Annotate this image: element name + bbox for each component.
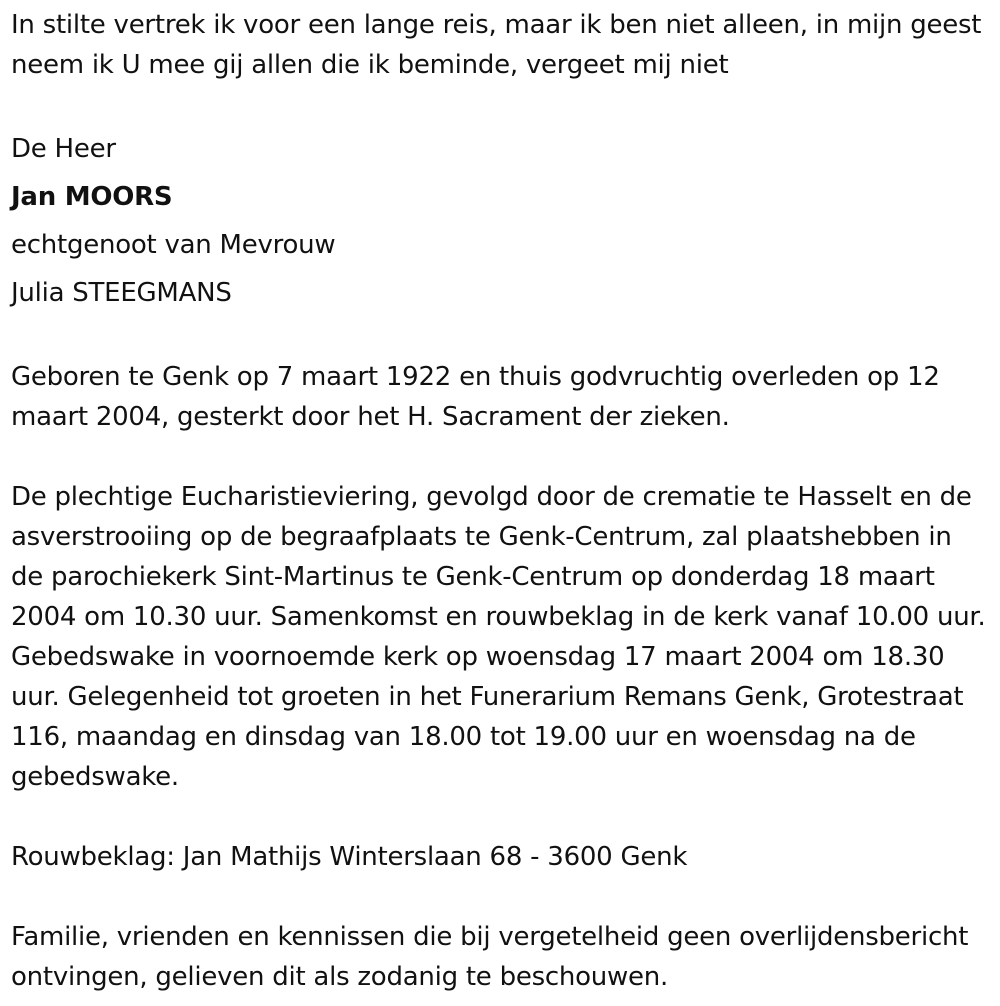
spacer bbox=[11, 877, 991, 917]
deceased-name: Jan MOORS bbox=[11, 182, 173, 212]
ceremony-paragraph: De plechtige Eucharistieviering, gevolgd door de crematie te Hasselt en de asverstrooiing op de begraafplaats te Genk-Centrum, zal plaatshebben in de parochiekerk Sint-Martinus te Genk-Centrum op donderdag 18 maart 2004 om 10.30 uur. Samenkomst en rouwbeklag in de kerk vanaf 10.00 uur. Gebedswake in voornoemde kerk op woensdag 17 maart 2004 om 18.30 uur. Gelegenheid tot groeten in het Funerarium Remans Genk, Grotestraat 116, maandag en dinsdag van 18.00 tot 19.00 uur en woensdag na de gebedswake. bbox=[11, 482, 986, 792]
spacer bbox=[11, 85, 991, 125]
birth-death-paragraph: Geboren te Genk op 7 maart 1922 en thuis godvruchtig overleden op 12 maart 2004, gesterkt door het H. Sacrament der zieken. bbox=[11, 362, 940, 432]
spouse-name: Julia STEEGMANS bbox=[11, 278, 232, 308]
salutation: De Heer bbox=[11, 134, 116, 164]
obituary-notice bbox=[11, 5, 991, 997]
spacer bbox=[11, 437, 991, 477]
spouse-intro: echtgenoot van Mevrouw bbox=[11, 230, 336, 260]
spacer bbox=[11, 317, 991, 357]
closing-note: Familie, vrienden en kennissen die bij vergetelheid geen overlijdensbericht ontvingen, gelieven dit als zodanig te beschouwen. bbox=[11, 922, 969, 992]
condolence-address: Rouwbeklag: Jan Mathijs Winterslaan 68 - 3600 Genk bbox=[11, 842, 688, 872]
motto-text: In stilte vertrek ik voor een lange reis, maar ik ben niet alleen, in mijn geest neem ik U mee gij allen die ik beminde, vergeet mij niet bbox=[11, 10, 982, 80]
spacer bbox=[11, 797, 991, 837]
